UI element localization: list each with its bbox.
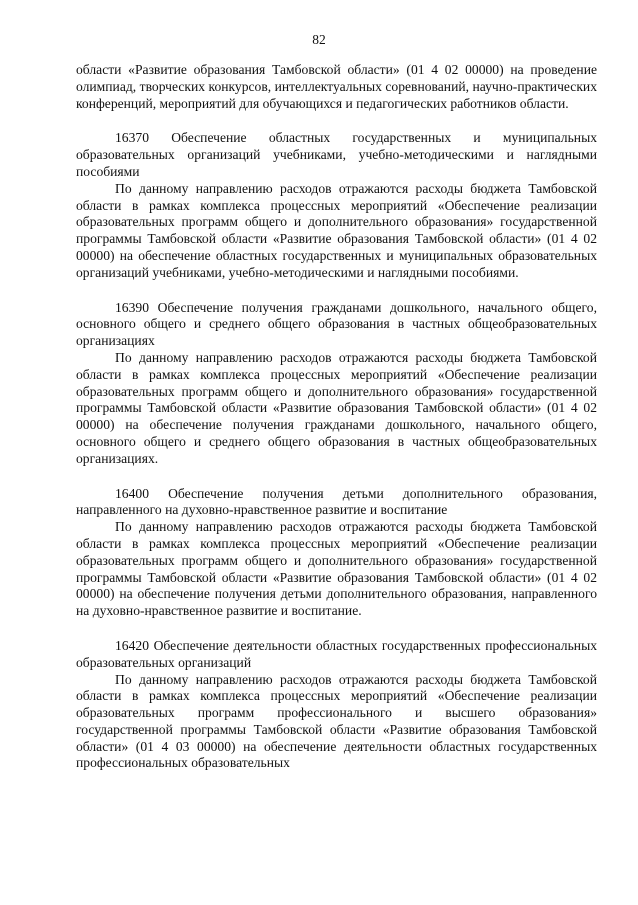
section-16400 (76, 486, 597, 620)
section-16390 (76, 300, 597, 468)
section-heading: 16370 Обеспечение областных государственных и муниципальных образовательных организаций учебниками, учебно-методическими и наглядными пособиями (76, 130, 597, 179)
section-heading: 16390 Обеспечение получения гражданами дошкольного, начального общего, основного общего и среднего общего образования в частных общеобразовательных организациях (76, 299, 597, 349)
section-16370 (76, 130, 597, 281)
section-heading: 16420 Обеспечение деятельности областных государственных профессиональных образовательных организаций (76, 637, 597, 670)
intro-paragraph: области «Развитие образования Тамбовской области» (01 4 02 00000) на проведение олимпиад, творческих конкурсов, интеллектуальных соревнований, научно-практических конференций, мероприятий для обучающихся и педагогических работников области. (76, 62, 597, 111)
section-body: По данному направлению расходов отражаются расходы бюджета Тамбовской области в рамках комплекса процессных мероприятий «Обеспечение реализации образовательных программ общего и дополнительного образования» государственной программы Тамбовской области «Развитие образования Тамбовской области» (01 4 02 00000) на обеспечение получения гражданами дошкольного, начального общего, основного общего и среднего общего образования в частных общеобразовательных организациях. (76, 349, 597, 466)
section-heading: 16400 Обеспечение получения детьми дополнительного образования, направленного на духовно-нравственное развитие и воспитание (76, 485, 597, 518)
section-body: По данному направлению расходов отражаются расходы бюджета Тамбовской области в рамках комплекса процессных мероприятий «Обеспечение реализации образовательных программ общего и дополнительного образования» государственной программы Тамбовской области «Развитие образования Тамбовской области» (01 4 02 00000) на обеспечение областных государственных и муниципальных образовательных организаций учебниками, учебно-методическими и наглядными пособиями. (76, 180, 597, 280)
page-number: 82 (312, 32, 326, 47)
page-content (76, 62, 597, 772)
section-body: По данному направлению расходов отражаются расходы бюджета Тамбовской области в рамках комплекса процессных мероприятий «Обеспечение реализации образовательных программ общего и дополнительного образования» государственной программы Тамбовской области «Развитие образования Тамбовской области» (01 4 02 00000) на обеспечение получения детьми дополнительного образования, направленного на духовно-нравственное развитие и воспитание. (76, 519, 597, 619)
section-body: По данному направлению расходов отражаются расходы бюджета Тамбовской области в рамках комплекса процессных мероприятий «Обеспечение реализации образовательных программ профессионального и высшего образования» государственной программы Тамбовской области «Развитие образования Тамбовской области» (01 4 03 00000) на обеспечение деятельности областных государственных профессиональных образовательных (76, 671, 597, 771)
section-16420 (76, 638, 597, 772)
